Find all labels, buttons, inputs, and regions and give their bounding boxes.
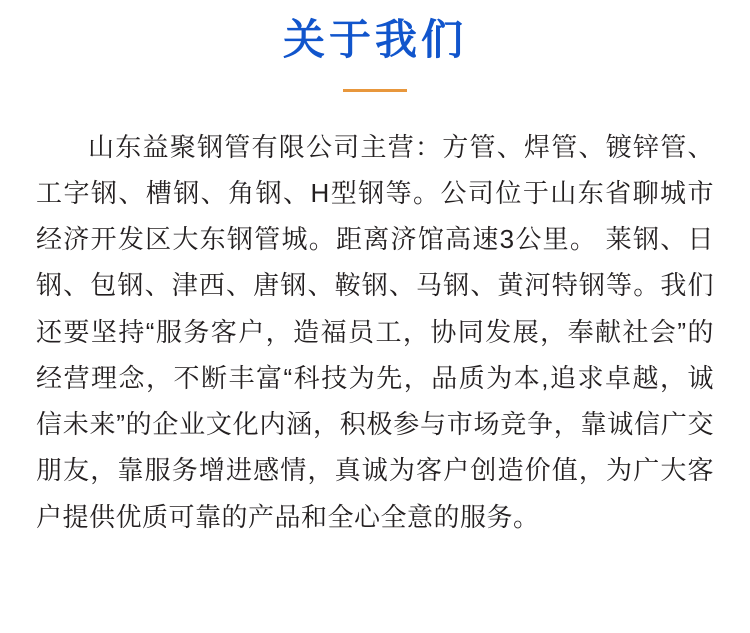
page-title: 关于我们 <box>282 16 467 63</box>
company-description-paragraph: 山东益聚钢管有限公司主营：方管、焊管、镀锌管、工字钢、槽钢、角钢、H型钢等。公司位于山东省聊城市经济开发区大东钢管城。距离济馆高速3公里。 莱钢、日钢、包钢、津西、唐钢、鞍钢、马钢、黄河特钢等。我们还要坚持“服务客户，造福员工，协同发展，奉献社会”的经营理念，不断丰富“科技为先，品质为本,追求卓越，诚信未来”的企业文化内涵，积极参与市场竞争，靠诚信广交朋友，靠服务增进感情，真诚为客户创造价值，为广大客户提供优质可靠的产品和全心全意的服务。 <box>36 131 714 532</box>
divider-line <box>343 89 407 92</box>
page-header <box>0 0 750 92</box>
about-us-body <box>0 98 750 540</box>
title-divider-container <box>0 89 750 92</box>
